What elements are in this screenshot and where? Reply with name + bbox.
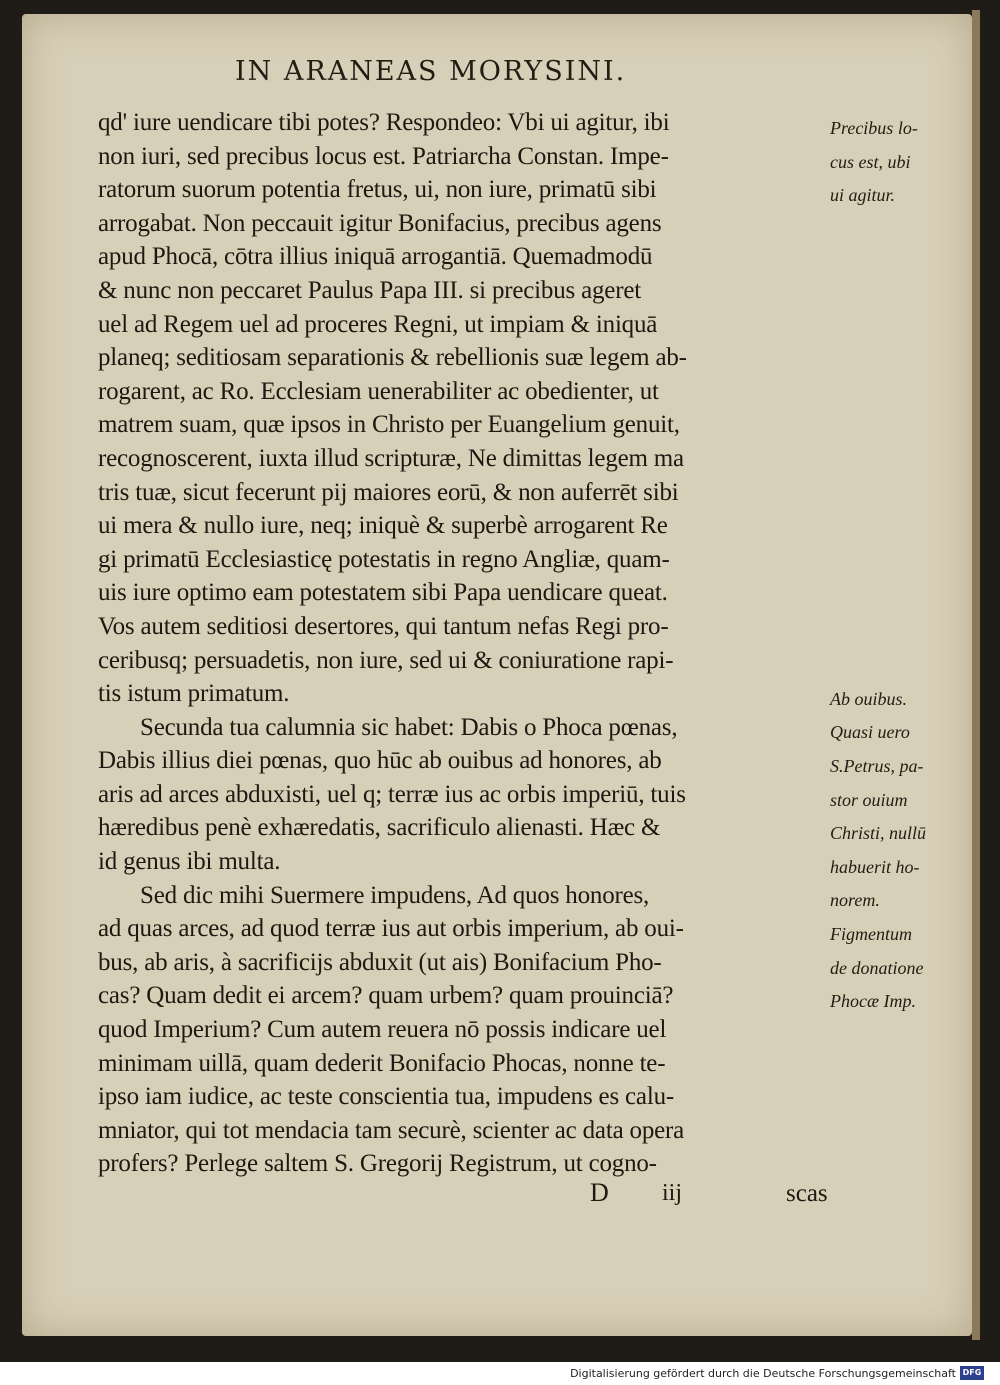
signature-number: iij	[662, 1180, 683, 1206]
text-line: recognoscerent, iuxta illud scripturæ, Ne dimittas legem ma	[98, 444, 684, 472]
text-line: arrogabat. Non peccauit igitur Bonifacius, precibus agens	[98, 209, 662, 237]
text-line: matrem suam, quæ ipsos in Christo per Euangelium genuit,	[98, 411, 680, 439]
text-line: bus, ab aris, à sacrificijs abduxit (ut ais) Bonifacium Pho-	[98, 948, 662, 976]
text-line: ui mera & nullo iure, neq; iniquè & superbè arrogarent Re	[98, 512, 668, 540]
paragraph-start-line: Secunda tua calumnia sic habet: Dabis o Phoca pœnas,	[140, 713, 678, 741]
text-line: ratorum suorum potentia fretus, ui, non iure, primatū sibi	[98, 176, 657, 204]
text-line: tis istum primatum.	[98, 680, 290, 708]
margin-note-line: Ab ouibus.	[830, 688, 908, 709]
text-line: qd' iure uendicare tibi potes? Respondeo: Vbi ui agitur, ibi	[98, 109, 670, 136]
margin-note-line: Quasi uero	[830, 722, 910, 743]
text-line: uis iure optimo eam potestatem sibi Papa uendicare queat.	[98, 579, 668, 607]
text-line: cas? Quam dedit ei arcem? quam urbem? quam prouinciā?	[98, 982, 674, 1010]
text-line: Vos autem seditiosi desertores, qui tantum nefas Regi pro-	[98, 612, 669, 640]
text-line: minimam uillā, quam dederit Bonifacio Phocas, nonne te-	[98, 1049, 666, 1077]
margin-note-line: cus est, ubi	[830, 151, 911, 172]
text-line: quod Imperium? Cum autem reuera nō possis indicare uel	[98, 1016, 667, 1044]
margin-note-line: S.Petrus, pa-	[830, 755, 924, 776]
text-line: ad quas arces, ad quod terræ ius aut orbis imperium, ab oui-	[98, 915, 684, 943]
text-line: profers? Perlege saltem S. Gregorij Registrum, ut cogno-	[98, 1150, 657, 1178]
text-line: & nunc non peccaret Paulus Papa III. si precibus ageret	[98, 276, 641, 304]
catchword: scas	[786, 1180, 828, 1207]
text-line: planeq; seditiosam separationis & rebellionis suæ legem ab-	[98, 344, 687, 372]
page-edge	[972, 10, 980, 1340]
text-line: rogarent, ac Ro. Ecclesiam uenerabiliter ac obedienter, ut	[98, 377, 659, 405]
margin-notes	[830, 112, 970, 1019]
signature-mark: D	[590, 1178, 609, 1207]
margin-note-line: stor ouium	[830, 789, 908, 810]
margin-note-line: ui agitur.	[830, 185, 896, 206]
text-line: id genus ibi multa.	[98, 848, 281, 876]
paragraph-start-line: Sed dic mihi Suermere impudens, Ad quos honores,	[140, 881, 650, 909]
text-line: gi primatū Ecclesiasticę potestatis in regno Angliæ, quam-	[98, 545, 670, 573]
running-head: IN ARANEAS MORYSINI.	[235, 56, 627, 87]
text-line: ceribusq; persuadetis, non iure, sed ui & coniuratione rapi-	[98, 646, 674, 674]
margin-note-line: Figmentum	[830, 923, 912, 944]
footer-credit: Digitalisierung gefördert durch die Deutsche Forschungsgemeinschaft	[570, 1367, 956, 1380]
text-line: apud Phocā, cōtra illius iniquā arrogantiā. Quemadmodū	[98, 243, 653, 271]
body-text	[98, 106, 823, 1181]
text-line: non iuri, sed precibus locus est. Patriarcha Constan. Impe-	[98, 142, 669, 170]
footer-bar	[0, 1364, 1000, 1385]
text-line: tris tuæ, sicut fecerunt pij maiores eorū, & non auferrēt sibi	[98, 478, 679, 506]
margin-note-line: Precibus lo-	[830, 118, 918, 138]
margin-note-line: Christi, nullū	[830, 823, 927, 844]
margin-note-line: de donatione	[830, 957, 924, 978]
margin-note-line: Phocæ Imp.	[830, 991, 916, 1012]
text-line: aris ad arces abduxisti, uel q; terræ ius ac orbis imperiū, tuis	[98, 780, 686, 808]
text-line: mniator, qui tot mendacia tam securè, scienter ac data opera	[98, 1116, 685, 1144]
text-line: Dabis illius diei pœnas, quo hūc ab ouibus ad honores, ab	[98, 747, 662, 775]
text-line: uel ad Regem uel ad proceres Regni, ut impiam & iniquā	[98, 310, 658, 338]
margin-note-line: norem.	[830, 890, 880, 911]
text-line: ipso iam iudice, ac teste conscientia tua, impudens es calu-	[98, 1083, 675, 1111]
margin-spacer	[830, 213, 970, 683]
text-line: hæredibus penè exhæredatis, sacrificulo alienasti. Hæc &	[98, 814, 661, 842]
dfg-logo-icon: DFG	[960, 1366, 984, 1380]
margin-note-line: habuerit ho-	[830, 856, 920, 877]
